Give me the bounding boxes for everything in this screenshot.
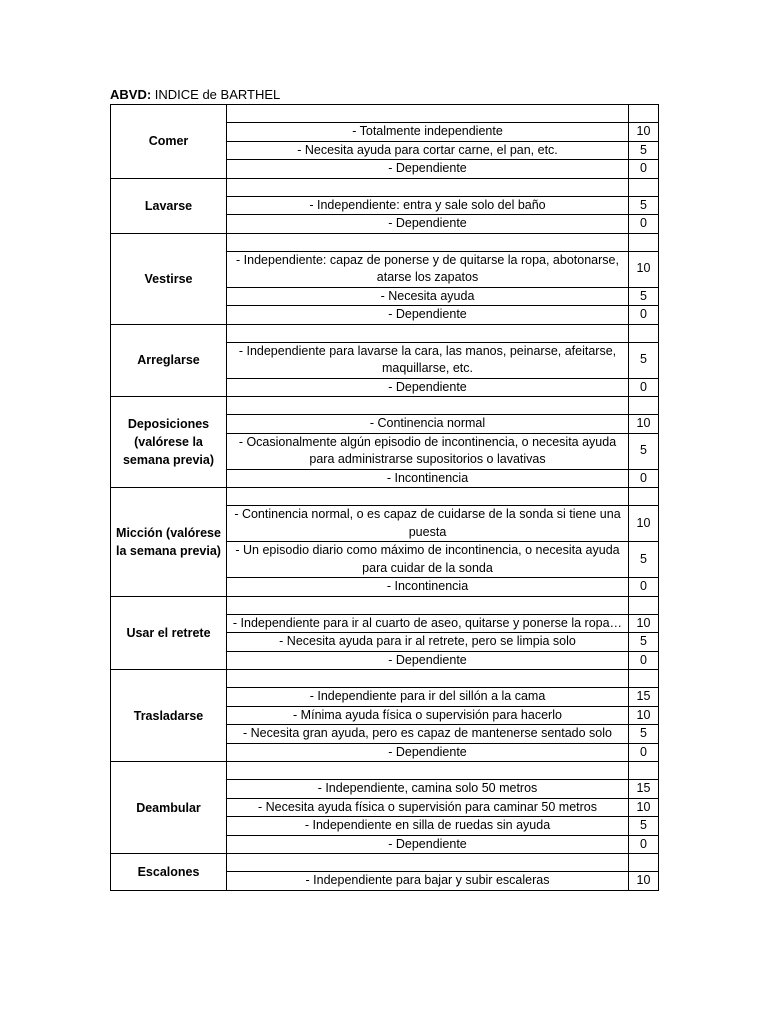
item-description: - Incontinencia	[227, 578, 629, 597]
item-score: 0	[629, 215, 659, 234]
barthel-index-table	[110, 104, 659, 891]
table-row-spacer	[111, 596, 659, 614]
spacer-description	[227, 324, 629, 342]
item-description: - Dependiente	[227, 215, 629, 234]
item-score: 10	[629, 798, 659, 817]
item-score: 10	[629, 614, 659, 633]
item-description: - Necesita ayuda para ir al retrete, pero se limpia solo	[227, 633, 629, 652]
category-miccion: Micción (valórese la semana previa)	[111, 488, 227, 597]
item-description: - Mínima ayuda física o supervisión para hacerlo	[227, 706, 629, 725]
spacer-score	[629, 397, 659, 415]
table-row-spacer	[111, 105, 659, 123]
item-description: - Independiente: entra y sale solo del baño	[227, 196, 629, 215]
item-score: 0	[629, 160, 659, 179]
spacer-description	[227, 397, 629, 415]
title-text: INDICE de BARTHEL	[151, 87, 281, 102]
item-description: - Incontinencia	[227, 469, 629, 488]
item-score: 10	[629, 415, 659, 434]
spacer-score	[629, 105, 659, 123]
spacer-score	[629, 854, 659, 872]
item-score: 0	[629, 578, 659, 597]
category-trasladarse: Trasladarse	[111, 670, 227, 762]
table-row-spacer	[111, 488, 659, 506]
item-score: 5	[629, 725, 659, 744]
spacer-description	[227, 105, 629, 123]
table-row-spacer	[111, 762, 659, 780]
item-score: 5	[629, 817, 659, 836]
document-title	[110, 87, 280, 102]
item-score: 5	[629, 196, 659, 215]
title-prefix: ABVD:	[110, 87, 152, 102]
item-score: 10	[629, 872, 659, 891]
spacer-score	[629, 762, 659, 780]
item-score: 5	[629, 433, 659, 469]
spacer-description	[227, 488, 629, 506]
item-description: - Totalmente independiente	[227, 123, 629, 142]
item-description: - Continencia normal, o es capaz de cuidarse de la sonda si tiene una puesta	[227, 506, 629, 542]
category-arreglarse: Arreglarse	[111, 324, 227, 397]
item-score: 15	[629, 780, 659, 799]
category-deposiciones: Deposiciones (valórese la semana previa)	[111, 397, 227, 488]
spacer-score	[629, 233, 659, 251]
item-description: - Independiente para lavarse la cara, las manos, peinarse, afeitarse, maquillarse, etc.	[227, 342, 629, 378]
item-description: - Ocasionalmente algún episodio de incontinencia, o necesita ayuda para administrarse supositorios o lavativas	[227, 433, 629, 469]
item-score: 5	[629, 633, 659, 652]
table-row-spacer	[111, 324, 659, 342]
spacer-score	[629, 670, 659, 688]
item-description: - Dependiente	[227, 743, 629, 762]
item-description: - Independiente en silla de ruedas sin ayuda	[227, 817, 629, 836]
category-usar: Usar el retrete	[111, 596, 227, 670]
item-description: - Necesita ayuda para cortar carne, el pan, etc.	[227, 141, 629, 160]
spacer-score	[629, 596, 659, 614]
item-score: 0	[629, 306, 659, 325]
item-score: 15	[629, 688, 659, 707]
category-vestirse: Vestirse	[111, 233, 227, 324]
item-score: 10	[629, 251, 659, 287]
item-score: 5	[629, 141, 659, 160]
item-score: 0	[629, 835, 659, 854]
category-deambular: Deambular	[111, 762, 227, 854]
item-score: 0	[629, 378, 659, 397]
item-description: - Necesita ayuda física o supervisión para caminar 50 metros	[227, 798, 629, 817]
item-description: - Continencia normal	[227, 415, 629, 434]
item-description: - Dependiente	[227, 378, 629, 397]
spacer-description	[227, 178, 629, 196]
item-score: 5	[629, 542, 659, 578]
spacer-score	[629, 488, 659, 506]
category-lavarse: Lavarse	[111, 178, 227, 233]
item-score: 0	[629, 651, 659, 670]
spacer-description	[227, 670, 629, 688]
item-description: - Dependiente	[227, 835, 629, 854]
item-score: 0	[629, 743, 659, 762]
item-description: - Necesita ayuda	[227, 287, 629, 306]
item-description: - Necesita gran ayuda, pero es capaz de mantenerse sentado solo	[227, 725, 629, 744]
spacer-score	[629, 324, 659, 342]
item-description: - Dependiente	[227, 160, 629, 179]
table-row-spacer	[111, 233, 659, 251]
item-description: - Un episodio diario como máximo de incontinencia, o necesita ayuda para cuidar de la sonda	[227, 542, 629, 578]
spacer-score	[629, 178, 659, 196]
item-description: - Independiente para ir al cuarto de aseo, quitarse y ponerse la ropa…	[227, 614, 629, 633]
spacer-description	[227, 596, 629, 614]
table-row-spacer	[111, 178, 659, 196]
spacer-description	[227, 233, 629, 251]
table-row-spacer	[111, 397, 659, 415]
item-description: - Independiente, camina solo 50 metros	[227, 780, 629, 799]
item-score: 0	[629, 469, 659, 488]
spacer-description	[227, 762, 629, 780]
item-score: 5	[629, 342, 659, 378]
item-description: - Independiente: capaz de ponerse y de quitarse la ropa, abotonarse, atarse los zapatos	[227, 251, 629, 287]
item-score: 5	[629, 287, 659, 306]
item-score: 10	[629, 706, 659, 725]
table-row-spacer	[111, 854, 659, 872]
item-description: - Dependiente	[227, 651, 629, 670]
item-description: - Independiente para ir del sillón a la cama	[227, 688, 629, 707]
table-row-spacer	[111, 670, 659, 688]
item-description: - Independiente para bajar y subir escaleras	[227, 872, 629, 891]
item-description: - Dependiente	[227, 306, 629, 325]
spacer-description	[227, 854, 629, 872]
item-score: 10	[629, 123, 659, 142]
category-escalones: Escalones	[111, 854, 227, 891]
category-comer: Comer	[111, 105, 227, 179]
item-score: 10	[629, 506, 659, 542]
